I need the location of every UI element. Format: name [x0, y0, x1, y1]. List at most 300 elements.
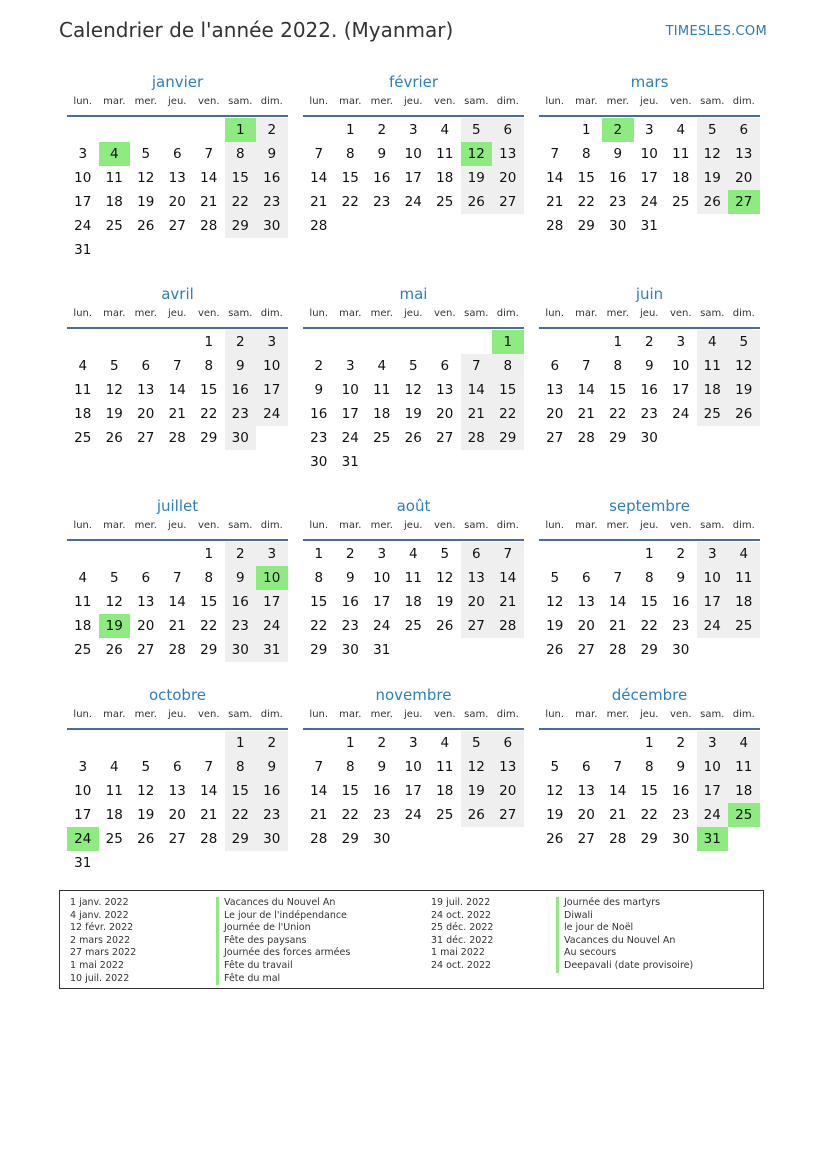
weekday-header: [539, 95, 760, 117]
day-cell: 14: [577, 382, 595, 398]
day-cell: 21: [577, 406, 595, 422]
day-cell: 27: [137, 642, 155, 658]
day-cell: 22: [492, 402, 524, 426]
days-grid: [303, 542, 524, 662]
day-cell: 6: [440, 358, 450, 374]
empty-cell: [67, 118, 99, 142]
day-cell: 25: [728, 614, 760, 638]
legend-date: 12 févr. 2022: [70, 922, 134, 934]
day-cell: 7: [172, 358, 182, 374]
day-cell: 21: [546, 194, 564, 210]
day-cell: 26: [436, 618, 454, 634]
day-cell: 29: [200, 430, 218, 446]
month-name: juillet: [156, 497, 199, 515]
day-cell: 8: [644, 759, 654, 775]
day-cell: 31: [74, 855, 92, 871]
day-cell: 3: [408, 122, 418, 138]
day-cell: 8: [345, 759, 355, 775]
day-cell: 30: [310, 454, 328, 470]
day-cell: 26: [105, 642, 123, 658]
day-cell: 3: [644, 122, 654, 138]
day-cell: 2: [256, 731, 288, 755]
weekday-label: lun.: [73, 308, 93, 319]
day-cell: 30: [373, 831, 391, 847]
empty-cell: [429, 330, 461, 354]
day-cell: 12: [137, 170, 155, 186]
day-cell: 14: [168, 382, 186, 398]
day-cell: 20: [728, 166, 760, 190]
weekday-header: [539, 307, 760, 329]
day-cell: 12: [461, 755, 493, 779]
weekday-label: dim.: [496, 308, 519, 319]
weekday-label: mer.: [606, 520, 629, 531]
day-cell: 25: [105, 831, 123, 847]
legend-dates-right: [431, 897, 493, 973]
day-cell: 5: [440, 546, 450, 562]
day-cell: 9: [676, 759, 686, 775]
day-cell: 4: [728, 542, 760, 566]
day-cell: 8: [225, 142, 257, 166]
day-cell: 17: [341, 406, 359, 422]
weekday-label: mar.: [575, 520, 598, 531]
month-name: mai: [399, 285, 428, 303]
weekday-label: ven.: [433, 709, 456, 720]
legend-date: 25 déc. 2022: [431, 922, 494, 934]
holiday-day-cell: 4: [99, 142, 131, 166]
day-cell: 9: [345, 570, 355, 586]
day-cell: 22: [341, 194, 359, 210]
day-cell: 25: [672, 194, 690, 210]
day-cell: 17: [697, 590, 729, 614]
weekday-label: sam.: [228, 520, 253, 531]
weekday-label: mer.: [134, 308, 157, 319]
day-cell: 6: [141, 358, 151, 374]
weekday-label: lun.: [545, 96, 565, 107]
weekday-label: mar.: [103, 709, 126, 720]
day-cell: 20: [492, 166, 524, 190]
day-cell: 30: [640, 430, 658, 446]
day-cell: 24: [74, 218, 92, 234]
day-cell: 29: [640, 831, 658, 847]
day-cell: 27: [577, 642, 595, 658]
day-cell: 7: [613, 759, 623, 775]
day-cell: 21: [168, 406, 186, 422]
day-cell: 28: [546, 218, 564, 234]
day-cell: 28: [609, 831, 627, 847]
holiday-day-cell: 2: [602, 118, 634, 142]
day-cell: 16: [672, 783, 690, 799]
day-cell: 11: [728, 755, 760, 779]
day-cell: 26: [728, 402, 760, 426]
day-cell: 25: [404, 618, 422, 634]
empty-cell: [398, 330, 430, 354]
day-cell: 11: [436, 759, 454, 775]
day-cell: 24: [256, 402, 288, 426]
weekday-label: ven.: [669, 520, 692, 531]
weekday-label: jeu.: [404, 520, 423, 531]
day-cell: 13: [577, 783, 595, 799]
day-cell: 11: [404, 570, 422, 586]
weekday-label: mar.: [339, 308, 362, 319]
legend-holiday-name: le jour de Noël: [564, 922, 634, 934]
empty-cell: [303, 731, 335, 755]
weekday-label: mar.: [339, 96, 362, 107]
day-cell: 1: [345, 735, 355, 751]
day-cell: 20: [577, 618, 595, 634]
day-cell: 9: [256, 142, 288, 166]
day-cell: 29: [225, 214, 257, 238]
day-cell: 6: [550, 358, 560, 374]
weekday-label: mer.: [134, 96, 157, 107]
weekday-label: dim.: [732, 96, 755, 107]
day-cell: 25: [74, 642, 92, 658]
day-cell: 12: [404, 382, 422, 398]
weekday-label: jeu.: [640, 709, 659, 720]
empty-cell: [571, 330, 603, 354]
day-cell: 25: [436, 807, 454, 823]
legend-date: 10 juil. 2022: [70, 972, 130, 984]
day-cell: 11: [74, 382, 92, 398]
day-cell: 11: [672, 146, 690, 162]
month-name: janvier: [151, 73, 204, 91]
empty-cell: [571, 731, 603, 755]
days-grid: [539, 731, 760, 851]
day-cell: 19: [546, 807, 564, 823]
day-cell: 7: [492, 542, 524, 566]
day-cell: 10: [640, 146, 658, 162]
holiday-day-cell: 1: [492, 330, 524, 354]
weekday-label: sam.: [228, 96, 253, 107]
day-cell: 27: [436, 430, 454, 446]
days-grid: [67, 330, 288, 450]
day-cell: 22: [609, 406, 627, 422]
day-cell: 15: [200, 382, 218, 398]
empty-cell: [303, 118, 335, 142]
day-cell: 1: [613, 334, 623, 350]
day-cell: 27: [492, 190, 524, 214]
day-cell: 4: [676, 122, 686, 138]
day-cell: 1: [204, 334, 214, 350]
day-cell: 6: [461, 542, 493, 566]
day-cell: 23: [225, 402, 257, 426]
day-cell: 16: [640, 382, 658, 398]
weekday-label: dim.: [732, 709, 755, 720]
day-cell: 28: [168, 642, 186, 658]
weekday-label: mer.: [370, 308, 393, 319]
empty-cell: [571, 542, 603, 566]
month-name: octobre: [148, 686, 207, 704]
weekday-label: sam.: [464, 709, 489, 720]
day-cell: 7: [172, 570, 182, 586]
day-cell: 22: [200, 406, 218, 422]
day-cell: 24: [404, 194, 422, 210]
day-cell: 15: [310, 594, 328, 610]
day-cell: 18: [74, 618, 92, 634]
weekday-label: sam.: [464, 520, 489, 531]
weekday-label: ven.: [669, 96, 692, 107]
day-cell: 20: [137, 618, 155, 634]
weekday-label: dim.: [496, 96, 519, 107]
day-cell: 16: [672, 594, 690, 610]
day-cell: 9: [613, 146, 623, 162]
day-cell: 9: [377, 759, 387, 775]
weekday-label: ven.: [197, 96, 220, 107]
weekday-label: mer.: [606, 96, 629, 107]
weekday-header: [67, 519, 288, 541]
weekday-label: jeu.: [168, 308, 187, 319]
day-cell: 22: [577, 194, 595, 210]
empty-cell: [162, 330, 194, 354]
day-cell: 21: [492, 590, 524, 614]
day-cell: 5: [109, 570, 119, 586]
day-cell: 10: [373, 570, 391, 586]
day-cell: 22: [310, 618, 328, 634]
weekday-label: sam.: [700, 96, 725, 107]
empty-cell: [67, 542, 99, 566]
day-cell: 26: [137, 218, 155, 234]
day-cell: 9: [314, 382, 324, 398]
day-cell: 3: [256, 330, 288, 354]
day-cell: 8: [613, 358, 623, 374]
day-cell: 3: [697, 731, 729, 755]
day-cell: 5: [550, 570, 560, 586]
day-cell: 28: [168, 430, 186, 446]
day-cell: 9: [225, 566, 257, 590]
weekday-label: lun.: [73, 96, 93, 107]
day-cell: 20: [168, 194, 186, 210]
weekday-label: mar.: [103, 96, 126, 107]
day-cell: 16: [225, 378, 257, 402]
day-cell: 23: [672, 807, 690, 823]
day-cell: 30: [672, 831, 690, 847]
empty-cell: [162, 542, 194, 566]
day-cell: 12: [105, 382, 123, 398]
days-grid: [303, 731, 524, 851]
day-cell: 16: [310, 406, 328, 422]
weekday-label: lun.: [73, 520, 93, 531]
day-cell: 10: [697, 755, 729, 779]
day-cell: 20: [461, 590, 493, 614]
day-cell: 16: [373, 170, 391, 186]
weekday-header: [67, 95, 288, 117]
empty-cell: [539, 118, 571, 142]
day-cell: 11: [728, 566, 760, 590]
holiday-day-cell: 1: [225, 118, 257, 142]
day-cell: 19: [137, 807, 155, 823]
weekday-label: mer.: [134, 520, 157, 531]
weekday-label: mar.: [339, 520, 362, 531]
month-block: [303, 685, 524, 851]
weekday-label: jeu.: [640, 520, 659, 531]
empty-cell: [67, 731, 99, 755]
day-cell: 26: [697, 190, 729, 214]
empty-cell: [99, 330, 131, 354]
days-grid: [67, 118, 288, 262]
weekday-header: [303, 519, 524, 541]
days-grid: [303, 118, 524, 238]
day-cell: 10: [404, 146, 422, 162]
day-cell: 24: [697, 614, 729, 638]
day-cell: 25: [373, 430, 391, 446]
day-cell: 31: [640, 218, 658, 234]
day-cell: 28: [492, 614, 524, 638]
day-cell: 30: [256, 214, 288, 238]
day-cell: 21: [168, 618, 186, 634]
holiday-day-cell: 19: [99, 614, 131, 638]
day-cell: 6: [581, 759, 591, 775]
day-cell: 15: [492, 378, 524, 402]
weekday-label: jeu.: [404, 96, 423, 107]
day-cell: 24: [640, 194, 658, 210]
day-cell: 8: [204, 570, 214, 586]
legend-holiday-name: Au secours: [564, 947, 617, 959]
day-cell: 17: [256, 378, 288, 402]
day-cell: 18: [436, 170, 454, 186]
day-cell: 21: [461, 402, 493, 426]
day-cell: 15: [341, 170, 359, 186]
legend-holiday-name: Diwali: [564, 909, 593, 921]
day-cell: 4: [408, 546, 418, 562]
day-cell: 2: [314, 358, 324, 374]
day-cell: 19: [105, 406, 123, 422]
legend-holiday-name: Journée des martyrs: [564, 897, 661, 908]
weekday-header: [303, 307, 524, 329]
day-cell: 4: [78, 570, 88, 586]
day-cell: 16: [609, 170, 627, 186]
day-cell: 29: [640, 642, 658, 658]
day-cell: 14: [461, 378, 493, 402]
day-cell: 14: [492, 566, 524, 590]
day-cell: 11: [105, 170, 123, 186]
day-cell: 23: [609, 194, 627, 210]
day-cell: 10: [256, 354, 288, 378]
legend-date: 19 juil. 2022: [431, 897, 491, 908]
month-name: décembre: [611, 686, 688, 704]
legend-dates-left: [70, 897, 136, 985]
day-cell: 19: [728, 378, 760, 402]
weekday-label: lun.: [309, 709, 329, 720]
month-block: [303, 284, 524, 474]
month-name: juin: [635, 285, 664, 303]
day-cell: 2: [676, 735, 686, 751]
day-cell: 8: [345, 146, 355, 162]
weekday-label: lun.: [545, 308, 565, 319]
day-cell: 14: [310, 783, 328, 799]
day-cell: 5: [697, 118, 729, 142]
weekday-label: mar.: [339, 709, 362, 720]
day-cell: 18: [105, 194, 123, 210]
weekday-label: dim.: [260, 520, 283, 531]
holiday-day-cell: 24: [67, 827, 99, 851]
day-cell: 23: [256, 803, 288, 827]
holiday-day-cell: 25: [728, 803, 760, 827]
day-cell: 10: [697, 566, 729, 590]
weekday-label: jeu.: [404, 308, 423, 319]
legend-holiday-name: Le jour de l'indépendance: [224, 909, 347, 921]
day-cell: 5: [141, 759, 151, 775]
day-cell: 20: [168, 807, 186, 823]
legend-date: 1 janv. 2022: [70, 897, 129, 908]
empty-cell: [193, 731, 225, 755]
day-cell: 12: [697, 142, 729, 166]
day-cell: 27: [168, 831, 186, 847]
day-cell: 12: [546, 594, 564, 610]
day-cell: 7: [314, 146, 324, 162]
days-grid: [303, 330, 524, 474]
weekday-label: lun.: [545, 709, 565, 720]
day-cell: 29: [341, 831, 359, 847]
day-cell: 11: [697, 354, 729, 378]
brand-link[interactable]: TIMESLES.COM: [665, 24, 767, 39]
day-cell: 20: [137, 406, 155, 422]
day-cell: 8: [204, 358, 214, 374]
weekday-label: mer.: [134, 709, 157, 720]
day-cell: 16: [373, 783, 391, 799]
day-cell: 17: [256, 590, 288, 614]
day-cell: 26: [546, 642, 564, 658]
day-cell: 3: [676, 334, 686, 350]
day-cell: 7: [613, 570, 623, 586]
day-cell: 22: [640, 618, 658, 634]
day-cell: 13: [461, 566, 493, 590]
weekday-label: jeu.: [168, 96, 187, 107]
month-name: septembre: [609, 497, 690, 515]
weekday-label: mar.: [575, 308, 598, 319]
day-cell: 19: [461, 779, 493, 803]
weekday-label: ven.: [433, 96, 456, 107]
day-cell: 21: [609, 807, 627, 823]
legend-holiday-name: Vacances du Nouvel An: [224, 897, 336, 908]
days-grid: [539, 542, 760, 662]
empty-cell: [193, 118, 225, 142]
day-cell: 8: [644, 570, 654, 586]
weekday-label: mar.: [575, 96, 598, 107]
day-cell: 18: [105, 807, 123, 823]
day-cell: 30: [225, 638, 257, 662]
day-cell: 23: [672, 618, 690, 634]
day-cell: 11: [74, 594, 92, 610]
day-cell: 14: [609, 783, 627, 799]
month-block: [539, 72, 760, 238]
day-cell: 20: [546, 406, 564, 422]
month-block: [303, 72, 524, 238]
day-cell: 29: [310, 642, 328, 658]
weekday-label: lun.: [309, 96, 329, 107]
day-cell: 17: [404, 783, 422, 799]
weekday-label: dim.: [260, 709, 283, 720]
day-cell: 3: [408, 735, 418, 751]
day-cell: 2: [345, 546, 355, 562]
day-cell: 15: [225, 166, 257, 190]
day-cell: 18: [436, 783, 454, 799]
day-cell: 19: [404, 406, 422, 422]
day-cell: 14: [609, 594, 627, 610]
empty-cell: [162, 731, 194, 755]
day-cell: 27: [577, 831, 595, 847]
weekday-label: mar.: [575, 709, 598, 720]
legend-date: 4 janv. 2022: [70, 909, 129, 921]
day-cell: 2: [256, 118, 288, 142]
legend-date: 24 oct. 2022: [431, 959, 492, 971]
day-cell: 24: [256, 614, 288, 638]
day-cell: 6: [172, 146, 182, 162]
day-cell: 10: [74, 170, 92, 186]
day-cell: 17: [74, 807, 92, 823]
day-cell: 30: [672, 642, 690, 658]
day-cell: 15: [640, 594, 658, 610]
weekday-label: sam.: [700, 308, 725, 319]
day-cell: 9: [256, 755, 288, 779]
